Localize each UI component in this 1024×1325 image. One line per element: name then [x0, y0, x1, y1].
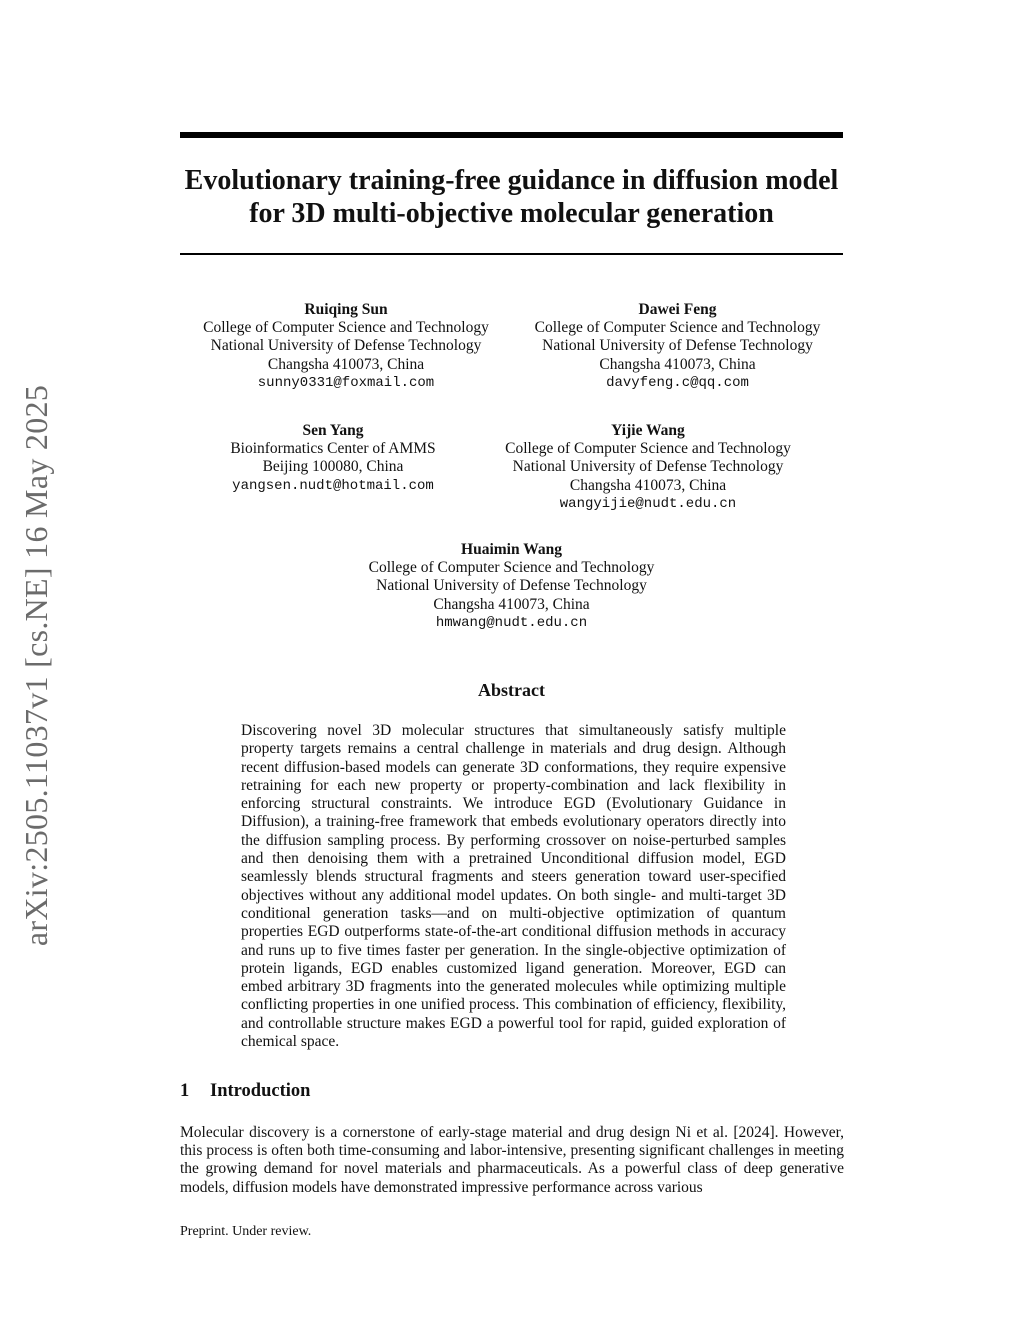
author-affiliation: Bioinformatics Center of AMMS [230, 440, 436, 458]
author-affiliation: Changsha 410073, China [599, 355, 756, 373]
author-block-dawei-feng [512, 301, 843, 392]
section-heading-introduction [180, 1081, 310, 1102]
author-affiliation: Changsha 410073, China [267, 355, 425, 373]
author-affiliation: College of Computer Science and Technology [534, 319, 821, 337]
author-affiliation: National University of Defense Technology [542, 337, 813, 355]
author-email[interactable]: wangyijie@nudt.edu.cn [559, 495, 737, 512]
author-name: Ruiqing Sun [304, 301, 388, 318]
author-block-huaimin-wang [180, 541, 843, 632]
author-name: Dawei Feng [638, 301, 717, 318]
author-affiliation: Beijing 100080, China [262, 458, 404, 476]
arxiv-identifier [12, 370, 62, 960]
author-affiliation: College of Computer Science and Technology [505, 440, 791, 458]
paper-title: Evolutionary training-free guidance in diffusion model for 3D multi-objective molecular generation [184, 165, 839, 229]
author-affiliation: Changsha 410073, China [569, 476, 727, 494]
author-name: Yijie Wang [611, 422, 685, 439]
author-email[interactable]: sunny0331@foxmail.com [257, 374, 435, 391]
introduction-paragraph: Molecular discovery is a cornerstone of early-stage material and drug design Ni et al. [2024]. However, this process is often both time-consuming and labor-intensive, presenting significant challenges in meeting the growing demand for novel materials and pharmaceuticals. As a powerful class of deep generative models, diffusion models have demonstrated impressive performance across various [180, 1124, 844, 1196]
page-footer: Preprint. Under review. [180, 1224, 312, 1239]
author-affiliation: College of Computer Science and Technology [203, 319, 489, 337]
author-affiliation: National University of Defense Technology [210, 337, 482, 355]
abstract-heading: Abstract [478, 680, 545, 700]
section-title: Introduction [210, 1081, 311, 1101]
author-affiliation: National University of Defense Technology [376, 577, 647, 595]
author-affiliation: National University of Defense Technology [512, 458, 784, 476]
abstract-text: Discovering novel 3D molecular structures that simultaneously satisfy multiple property targets remains a central challenge in materials and drug design. Although recent diffusion-based models can generate 3D conformations, they require expensive retraining for each new property or property-combination and lack flexibility in enforcing structural constraints. We introduce EGD (Evolutionary Guidance in Diffusion), a training-free framework that embeds evolutionary operators directly into the diffusion sampling process. By performing crossover on noise-perturbed samples and then denoising them with a pretrained Unconditional diffusion model, EGD seamlessly blends structural fragments and steers generation toward user-specified objectives without any additional model updates. On both single- and multi-target 3D conditional generation tasks—and on multi-objective optimization of quantum properties EGD outperforms state-of-the-art conditional diffusion methods in accuracy and runs up to five times faster per generation. In the single-objective optimization of protein ligands, EGD enables customized ligand generation. Moreover, EGD can embed arbitrary 3D fragments into the generated molecules while optimizing multiple conflicting properties in one unified process. This combination of efficiency, flexibility, and controllable structure makes EGD a powerful tool for rapid, guided exploration of chemical space. [241, 722, 786, 1051]
author-block-ruiqing-sun [180, 301, 512, 392]
author-block-yijie-wang [486, 422, 810, 513]
title-rule-bottom [180, 253, 843, 255]
author-email[interactable]: yangsen.nudt@hotmail.com [232, 477, 434, 494]
author-name: Huaimin Wang [461, 541, 562, 558]
author-affiliation: College of Computer Science and Technology [368, 559, 655, 577]
author-email[interactable]: hmwang@nudt.edu.cn [435, 614, 588, 631]
author-name: Sen Yang [302, 422, 364, 439]
author-email[interactable]: davyfeng.c@qq.com [606, 374, 749, 391]
arxiv-identifier-text: arXiv:2505.11037v1 [cs.NE] 16 May 2025 [18, 384, 55, 946]
author-affiliation: Changsha 410073, China [433, 595, 590, 613]
title-rule-top [180, 132, 843, 138]
section-number: 1 [180, 1081, 190, 1101]
author-block-sen-yang [180, 422, 486, 495]
